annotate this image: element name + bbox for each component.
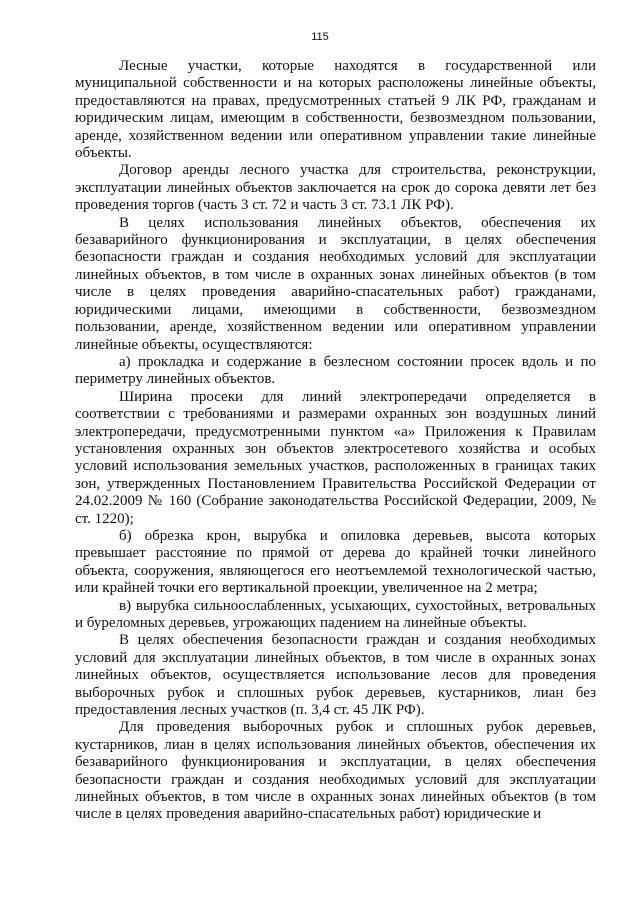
paragraph-safety-felling: В целях обеспечения безопасности граждан и создания необходимых условий для эксплуатации линейных объектов, в том числе в охранных зонах линейных объектов, осуществляется использование лесов для проведения выборочных рубок и сплошных рубок деревьев, кустарников, лиан без предоставления лесных участков (п. 3,4 ст. 45 ЛК РФ).	[75, 632, 596, 719]
list-item-v: в) вырубка сильноослабленных, усыхающих, сухостойных, ветровальных и буреломных деревьев, угрожающих падением на линейные объекты.	[75, 597, 596, 631]
paragraph-purposes: В целях использования линейных объектов, обеспечения их безаварийного функционирования и эксплуатации, в целях обеспечения безопасности граждан и создания необходимых условий для эксплуатации линейных объектов, в том числе в охранных зонах линейных объектов (в том числе в целях проведения аварийно-спасательных работ) гражданами, юридическими лицами, имеющими в собственности, безвозмездном пользовании, аренде, хозяйственном ведении или оперативном управлении линейные объекты, осуществляются:	[75, 214, 596, 353]
list-item-b: б) обрезка крон, вырубка и опиловка деревьев, высота которых превышает расстояние по прямой от дерева до крайней точки линейного объекта, сооружения, являющегося его неотъемлемой технологической частью, или крайней точки его вертикальной проекции, увеличенное на 2 метра;	[75, 527, 596, 597]
paragraph-clearing-width: Ширина просеки для линий электропередачи определяется в соответствии с требованиями и размерами охранных зон воздушных линий электропередачи, предусмотренными пунктом «а» Приложения к Правилам установления охранных зон объектов электросетевого хозяйства и особых условий использования земельных участков, расположенных в границах таких зон, утвержденных Постановлением Правительства Российской Федерации от 24.02.2009 № 160 (Собрание законодательства Российской Федерации, 2009, № ст. 1220);	[75, 388, 596, 527]
paragraph-felling-procedure: Для проведения выборочных рубок и сплошных рубок деревьев, кустарников, лиан в целях использования линейных объектов, обеспечения их безаварийного функционирования и эксплуатации, в целях обеспечения безопасности граждан и создания необходимых условий для эксплуатации линейных объектов, в том числе в охранных зонах линейных объектов (в том числе в целях проведения аварийно-спасательных работ) юридические и	[75, 719, 596, 823]
list-item-a: а) прокладка и содержание в безлесном состоянии просек вдоль и по периметру линейных объектов.	[75, 353, 596, 388]
paragraph-lease-agreement: Договор аренды лесного участка для строительства, реконструкции, эксплуатации линейных объектов заключается на срок до сорока девяти лет без проведения торгов (часть 3 ст. 72 и часть 3 ст. 73.1 ЛК РФ).	[75, 162, 596, 214]
page-number: 115	[311, 31, 329, 43]
paragraph-forest-plots: Лесные участки, которые находятся в государственной или муниципальной собственности и на которых расположены линейные объекты, предоставляются на правах, предусмотренных статьей 9 ЛК РФ, гражданам и юридическим лицам, имеющим в собственности, безвозмездном пользовании, аренде, хозяйственном ведении или оперативном управлении такие линейные объекты.	[75, 58, 596, 162]
